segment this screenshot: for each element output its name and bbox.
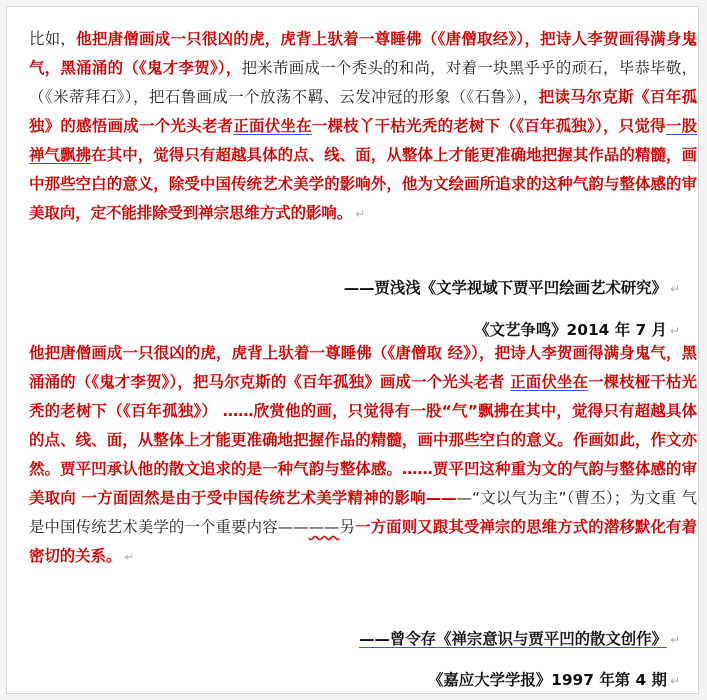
text-run: 他把唐僧画成一只很凶的虎，虎背上驮着一尊睡佛（《唐僧取 经》），把诗人李贺画得满身鬼气，黑涌涌的（《鬼才李贺》），把马尔克斯的《百年孤独》画成一个光头老者 [29, 344, 697, 391]
document-page [6, 6, 702, 694]
text-run: 正面伏坐在 [233, 117, 312, 135]
citation-text: ——贾浅浅《文学视域下贾平凹绘画艺术研究》 [343, 279, 667, 297]
paragraph-mark-icon: ↵ [669, 324, 680, 338]
text-run: 一方面则又跟其受禅宗的思维方式的潜移默化有着密切的关系。 [29, 518, 697, 565]
passage-2 [29, 339, 702, 572]
paragraph-mark-icon: ↵ [124, 550, 135, 564]
text-run: 比如， [29, 30, 77, 48]
paragraph-mark-icon: ↵ [669, 633, 680, 647]
text-run: 一棵枝桠干枯光秃的老树下（《百年孤独》） ……欣赏他的画，只觉得有一股“气”飘拂在其中，觉得只有超越具体的点、线、面，从整体上才能更准确地把握作品的精髓，画中那些空白的意义。作画如此，作文亦然。贾平凹承认他的散文追求的是一种气韵与整体感。……贾平凹这种重为文的气韵与整体感的审美取向 一方面固然是由于受中国传统艺术美学精神的影响—— [29, 373, 697, 507]
citation-author-1 [344, 275, 680, 302]
paragraph-mark-icon: ↵ [669, 282, 680, 296]
text-run: 一股禅气飘拂 [29, 117, 697, 164]
text-run: 正面伏坐在 [510, 373, 589, 391]
text-run: 把米芾画成一个秃头的和尚，对着一块黑乎乎的顽石，毕恭毕敬，（《米蒂拜石》），把石鲁画成一个放荡不羁、云发冲冠的形象（《石鲁》）， [29, 59, 697, 106]
passage-1 [29, 25, 697, 229]
text-run: 在其中，觉得只有超越具体的点、线、面，从整体上才能更准确地把握其作品的精髓，画中那些空白的意义，除受中国传统艺术美学的影响外，他为文绘画所追求的这种气韵与整体感的审美取向，定不能排除受到禅宗思维方式的影响。 [29, 146, 697, 222]
citation-text: 《嘉应大学学报》1997 年第 4 期 [428, 671, 667, 689]
citation-text: ——曾令存《禅宗意识与贾平凹的散文创作》 [359, 630, 667, 648]
text-run: —— [308, 518, 340, 536]
citation-source-2 [428, 667, 680, 694]
citation-text: 《文艺争鸣》2014 年 7 月 [474, 321, 667, 339]
text-run: 另 [339, 518, 356, 536]
text-run: —“文以气为主”（曹丕）；为文重 气 是中国传统艺术美学的一个重要内容—— [29, 489, 702, 536]
paragraph-mark-icon: ↵ [669, 674, 680, 688]
text-run: 把读马尔克斯《百年孤独》的感悟画成一个光头老者 [29, 88, 697, 135]
text-run: 他把唐僧画成一只很凶的虎，虎背上驮着一尊睡佛（《唐僧取经》），把诗人李贺画得满身鬼气，黑涌涌的（《鬼才李贺》）， [29, 30, 697, 77]
text-run: 一棵枝丫干枯光秃的老树下（《百年孤独》），只觉得 [311, 117, 666, 135]
citation-author-2 [359, 626, 680, 653]
paragraph-mark-icon: ↵ [355, 207, 366, 221]
